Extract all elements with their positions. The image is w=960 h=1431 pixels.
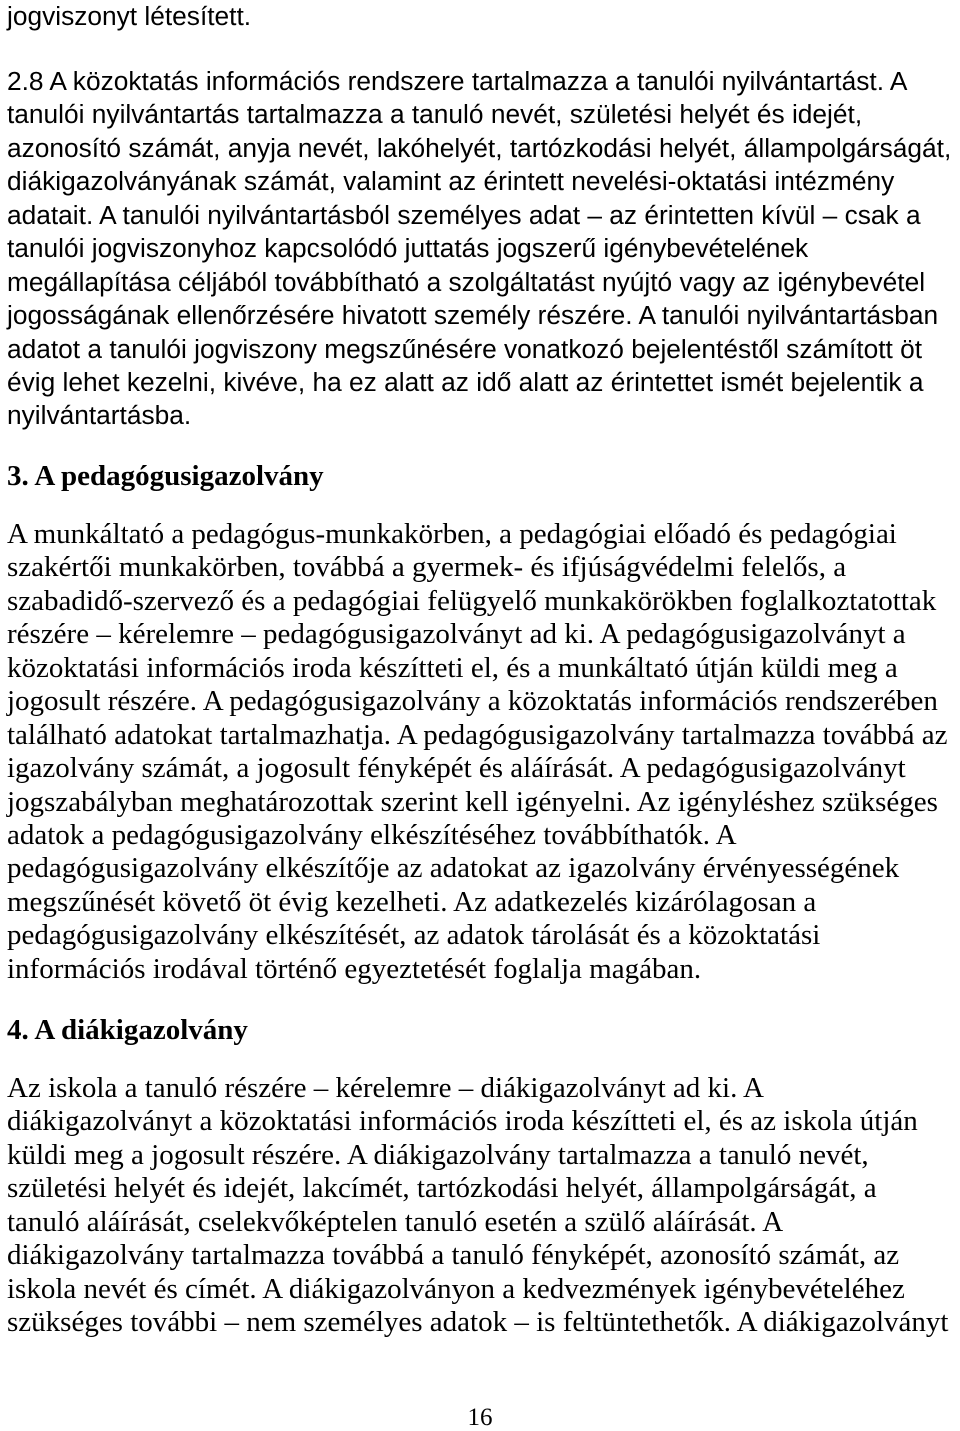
- paragraph-line: jogosult részére. A pedagógusigazolvány a közoktatás információs rendszerében: [7, 685, 938, 718]
- paragraph-line: információs irodával történő egyeztetését foglalja magában.: [7, 952, 702, 985]
- paragraph-line: szakértői munkakörben, továbbá a gyermek- és ifjúságvédelmi felelős, a: [7, 551, 847, 584]
- paragraph-line: pedagógusigazolvány elkészítését, az adatok tárolását és a közoktatási: [7, 919, 821, 952]
- section-heading: 4. A diákigazolvány: [7, 1014, 248, 1046]
- paragraph-line: évig lehet kezelni, kivéve, ha ez alatt az idő alatt az érintettet ismét bejelentik a: [7, 366, 924, 397]
- section-4-paragraph: [7, 1072, 957, 1340]
- paragraph-line: szabadidő-szervező és a pedagógiai felügyelő munkakörökben foglalkoztatottak: [7, 584, 937, 617]
- paragraph-line: adatok a pedagógusigazolvány elkészítéséhez továbbíthatók. A: [7, 818, 737, 851]
- paragraph-line: tanuló aláírását, cselekvőképtelen tanuló esetén a szülő aláírását. A: [7, 1205, 784, 1238]
- continuation-paragraph: [7, 0, 957, 33]
- paragraph-line: adatait. A tanulói nyilvántartásból személyes adat – az érintetten kívül – csak a: [7, 199, 921, 230]
- paragraph-line: megállapítása céljából továbbítható a szolgáltatást nyújtó vagy az igénybevétel: [7, 266, 926, 297]
- paragraph-line: található adatokat tartalmazhatja. A pedagógusigazolvány tartalmazza továbbá az: [7, 718, 948, 751]
- section-2-8-paragraph: [7, 65, 957, 433]
- paragraph-line: diákigazolványt a közoktatási információs iroda készítteti el, és az iskola útján: [7, 1105, 918, 1138]
- section-3-paragraph: [7, 518, 957, 986]
- paragraph-line: azonosító számát, anyja nevét, lakóhelyét, tartózkodási helyét, állampolgárságát,: [7, 132, 952, 163]
- paragraph-line: jogszabályban meghatározottak szerint kell igényelni. Az igényléshez szükséges: [7, 785, 938, 818]
- paragraph-line: A munkáltató a pedagógus-munkakörben, a pedagógiai előadó és pedagógiai: [7, 518, 897, 550]
- section-heading: 3. A pedagógusigazolvány: [7, 460, 324, 492]
- paragraph-line: iskola nevét és címét. A diákigazolványon a kedvezmények igénybevételéhez: [7, 1272, 905, 1305]
- paragraph-line: születési helyét és idejét, lakcímét, tartózkodási helyét, állampolgárságát, a: [7, 1172, 877, 1205]
- paragraph-line: nyilvántartásba.: [7, 400, 192, 431]
- paragraph-line: jogviszonyt létesített.: [7, 1, 252, 31]
- paragraph-line: diákigazolványának számát, valamint az érintett nevelési-oktatási intézmény: [7, 166, 895, 197]
- paragraph-line: adatot a tanulói jogviszony megszűnésére vonatkozó bejelentéstől számított öt: [7, 333, 923, 364]
- paragraph-line: tanulói jogviszonyhoz kapcsolódó juttatás jogszerű igénybevételének: [7, 233, 809, 264]
- paragraph-line: igazolvány számát, a jogosult fényképét és aláírását. A pedagógusigazolványt: [7, 752, 906, 785]
- paragraph-line: tanulói nyilvántartás tartalmazza a tanuló nevét, születési helyét és idejét,: [7, 99, 863, 130]
- paragraph-line: szükséges további – nem személyes adatok – is feltüntethetők. A diákigazolványt: [7, 1306, 949, 1339]
- paragraph-line: Az iskola a tanuló részére – kérelemre – diákigazolványt ad ki. A: [7, 1072, 764, 1104]
- paragraph-line: 2.8 A közoktatás információs rendszere tartalmazza a tanulói nyilvántartást. A: [7, 66, 908, 96]
- paragraph-line: diákigazolvány tartalmazza továbbá a tanuló fényképét, azonosító számát, az: [7, 1239, 900, 1272]
- page-number: 16: [467, 1404, 493, 1431]
- paragraph-line: pedagógusigazolvány elkészítője az adatokat az igazolvány érvényességének: [7, 852, 900, 885]
- paragraph-line: jogosságának ellenőrzésére hivatott személy részére. A tanulói nyilvántartásban: [7, 300, 939, 331]
- paragraph-line: megszűnését követő öt évig kezelheti. Az adatkezelés kizárólagosan a: [7, 885, 817, 918]
- paragraph-line: részére – kérelemre – pedagógusigazolványt ad ki. A pedagógusigazolványt a: [7, 618, 906, 651]
- paragraph-line: küldi meg a jogosult részére. A diákigazolvány tartalmazza a tanuló nevét,: [7, 1138, 869, 1171]
- paragraph-line: közoktatási információs iroda készítteti el, és a munkáltató útján küldi meg a: [7, 651, 898, 684]
